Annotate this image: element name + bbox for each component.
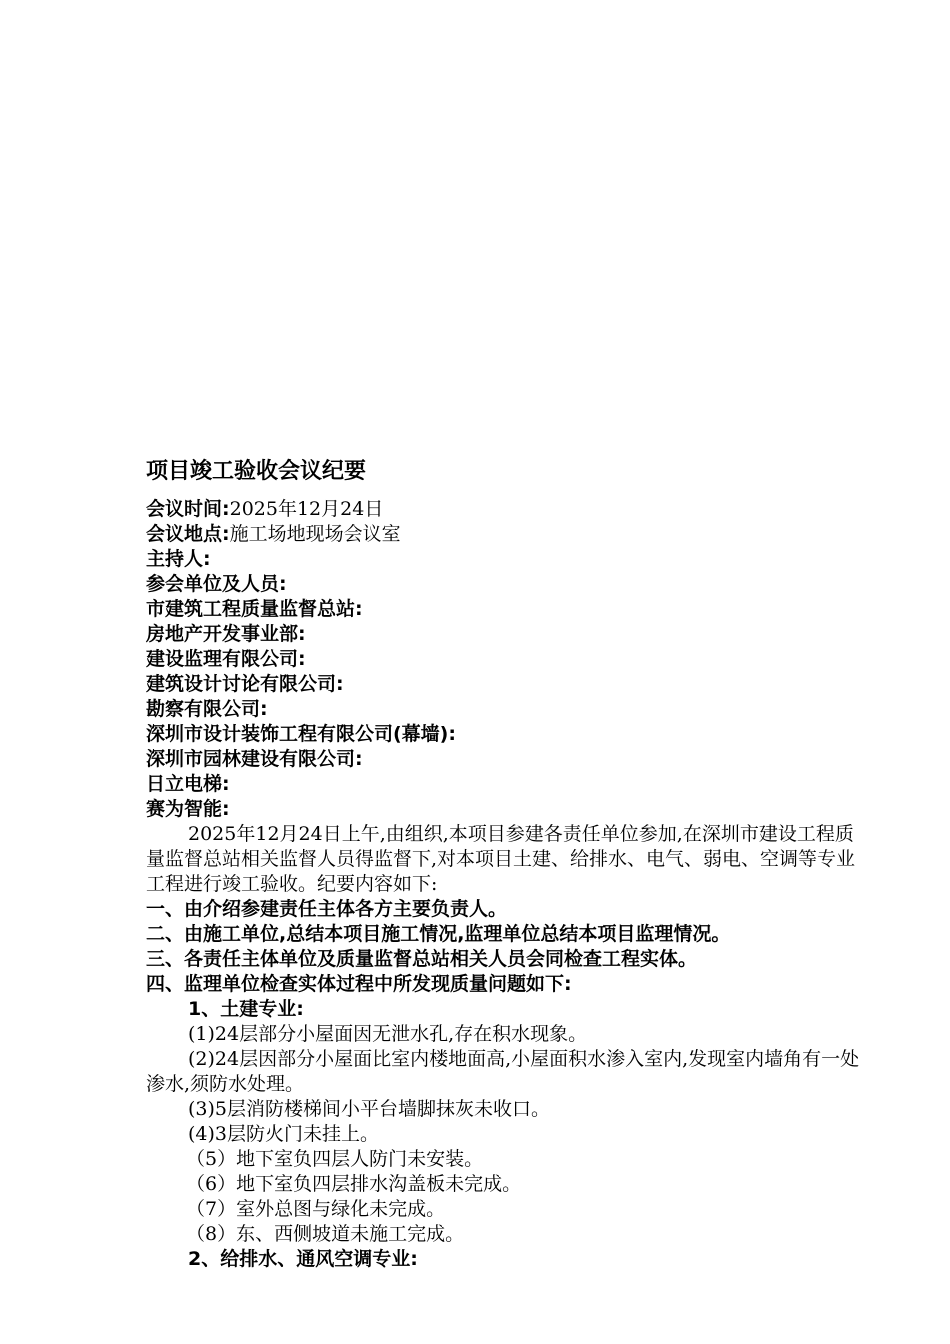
- unit-line: 建筑设计讨论有限公司:: [146, 673, 344, 695]
- attendees-label: 参会单位及人员:: [146, 573, 287, 595]
- unit-line: 赛为智能:: [146, 798, 230, 820]
- host-label: 主持人:: [146, 548, 211, 570]
- meeting-place-line: [146, 522, 866, 547]
- issue-item: (2)24层因部分小屋面比室内楼地面高,小屋面积水渗入室内,发现室内墙角有一处渗水,须防水处理。: [146, 1048, 860, 1095]
- unit-line: 市建筑工程质量监督总站:: [146, 598, 363, 620]
- unit-line: 日立电梯:: [146, 773, 230, 795]
- issue-item: (4)3层防火门未挂上。: [188, 1123, 380, 1145]
- section-heading: 三、各责任主体单位及质量监督总站相关人员会同检查工程实体。: [146, 948, 698, 970]
- section-heading: 四、监理单位检查实体过程中所发现质量问题如下:: [146, 973, 572, 995]
- document-body: [146, 457, 866, 1272]
- issue-item: （8）东、西侧坡道未施工完成。: [186, 1223, 465, 1245]
- subsection-plumbing-hvac: 2、给排水、通风空调专业:: [188, 1248, 418, 1270]
- document-title: 项目竣工验收会议纪要: [146, 459, 367, 484]
- meeting-time-line: [146, 497, 866, 522]
- section-heading: 二、由施工单位,总结本项目施工情况,监理单位总结本项目监理情况。: [146, 923, 731, 945]
- unit-line: 建设监理有限公司:: [146, 648, 306, 670]
- unit-line: 房地产开发事业部:: [146, 623, 306, 645]
- meeting-place-label: 会议地点:: [146, 523, 230, 545]
- issue-item: (1)24层部分小屋面因无泄水孔,存在积水现象。: [188, 1023, 588, 1045]
- meeting-time-label: 会议时间:: [146, 498, 230, 520]
- unit-line: 深圳市园林建设有限公司:: [146, 748, 363, 770]
- issue-item: （6）地下室负四层排水沟盖板未完成。: [186, 1173, 522, 1195]
- subsection-civil: 1、土建专业:: [188, 998, 304, 1020]
- meeting-time-value: 2025年12月24日: [229, 498, 384, 520]
- intro-paragraph: 2025年12月24日上午,由组织,本项目参建各责任单位参加,在深圳市建设工程质量监督总站相关监督人员得监督下,对本项目土建、给排水、电气、弱电、空调等专业工程进行竣工验收。纪要内容如下:: [146, 823, 856, 895]
- issue-item: (3)5层消防楼梯间小平台墙脚抹灰未收口。: [188, 1098, 551, 1120]
- section-heading: 一、由介绍参建责任主体各方主要负责人。: [146, 898, 508, 920]
- unit-line: 深圳市设计装饰工程有限公司(幕墙):: [146, 723, 456, 745]
- meeting-place-value: 施工场地现场会议室: [229, 523, 401, 545]
- issue-item: （7）室外总图与绿化未完成。: [186, 1198, 446, 1220]
- unit-line: 勘察有限公司:: [146, 698, 268, 720]
- issue-item: （5）地下室负四层人防门未安装。: [186, 1148, 484, 1170]
